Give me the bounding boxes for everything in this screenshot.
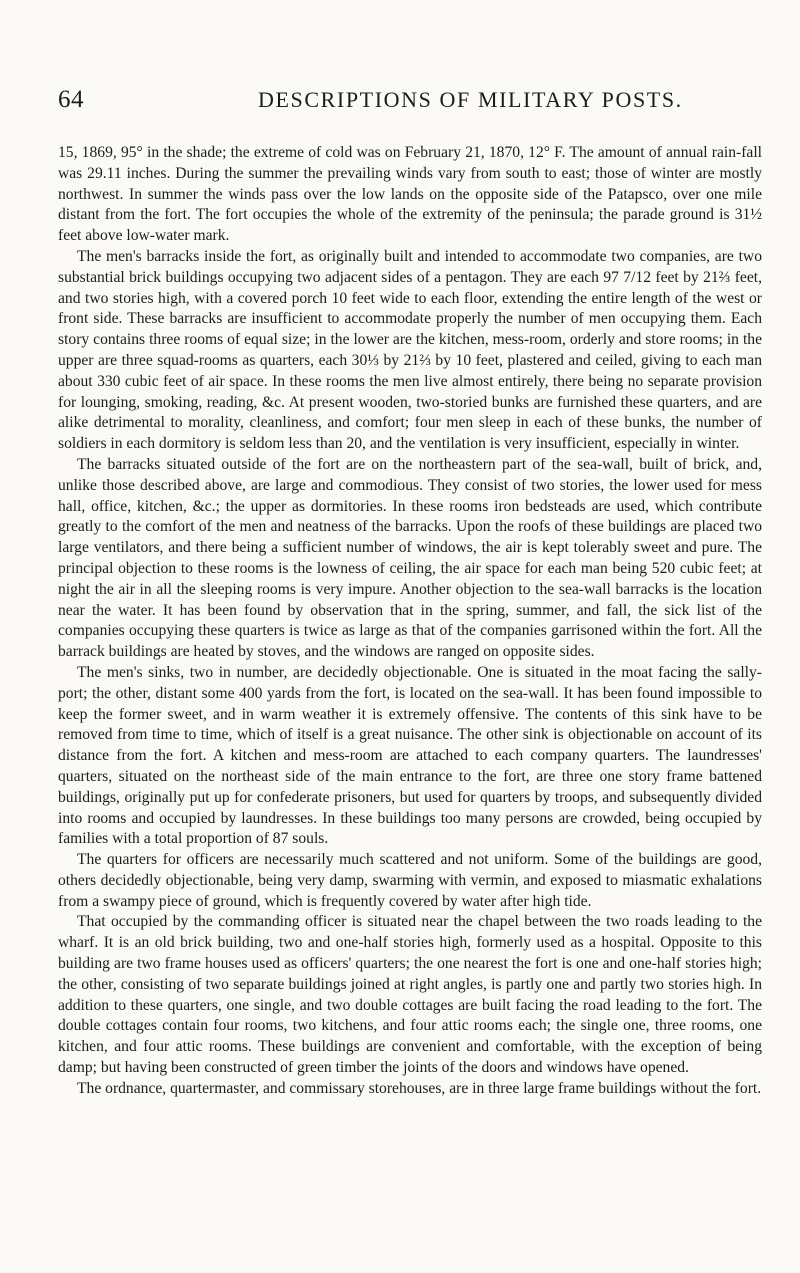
page-number: 64 [58, 86, 84, 113]
paragraph-mens-barracks-inside: The men's barracks inside the fort, as originally built and intended to accommodate two companies, are two substantial brick buildings occupying two adjacent sides of a pentagon. They are each 97 7/12 feet by 21⅔ feet, and two stories high, with a covered porch 10 feet wide to each floor, extending the entire length of the west or front side. These barracks are insufficient to accommodate properly the number of men occupying them. Each story contains three rooms of equal size; in the lower are the kitchen, mess-room, orderly and store rooms; in the upper are three squad-rooms as quarters, each 30⅓ by 21⅔ by 10 feet, plastered and ceiled, giving to each man about 330 cubic feet of air space. In these rooms the men live almost entirely, there being no separate provision for lounging, smoking, reading, &c. At present wooden, two-storied bunks are furnished these quarters, and are alike detrimental to morality, cleanliness, and comfort; four men sleep in each of these bunks, the number of soldiers in each dormitory is seldom less than 20, and the ventilation is very insufficient, especially in winter. [58, 247, 762, 453]
paragraph-officers-quarters: The quarters for officers are necessarily much scattered and not uniform. Some of the buildings are good, others decidedly objectionable, being very damp, swarming with vermin, and exposed to miasmatic exhalations from a swampy piece of ground, which is frequently covered by water after high tide. [58, 851, 762, 910]
paragraph-sinks-and-laundresses: The men's sinks, two in number, are decidedly objectionable. One is situated in the moat facing the sally-port; the other, distant some 400 yards from the fort, is located on the sea-wall. It has been found impossible to keep the former sweet, and in warm weather it is extremely offensive. The contents of this sink have to be removed from time to time, which of itself is a great nuisance. The other sink is objectionable on account of its distance from the fort. A kitchen and mess-room are attached to each company quarters. The laundresses' quarters, situated on the northeast side of the main entrance to the fort, are three one story frame battened buildings, originally put up for confederate prisoners, but used for quarters by troops, and subsequently divided into rooms and occupied by laundresses. In these buildings too many persons are crowded, being occupied by families with a total proportion of 87 souls. [58, 663, 762, 848]
page-title: DESCRIPTIONS OF MILITARY POSTS. [258, 87, 683, 112]
running-header [58, 86, 762, 126]
paragraph-barracks-outside: The barracks situated outside of the fort are on the northeastern part of the sea-wall, built of brick, and, unlike those described above, are large and commodious. They consist of two stories, the lower used for mess hall, office, kitchen, &c.; the upper as dormitories. In these rooms iron bedsteads are used, which contribute greatly to the comfort of the men and neatness of the barracks. Upon the roofs of these buildings are placed two large ventilators, and there being a sufficient number of windows, the air is kept tolerably sweet and pure. The principal objection to these rooms is the lowness of ceiling, the air space for each man being 520 cubic feet; at night the air in all the sleeping rooms is very impure. Another objection to the sea-wall barracks is the location near the water. It has been found by observation that in the spring, summer, and fall, the sick list of the companies occupying these quarters is twice as large as that of the companies garrisoned within the fort. All the barrack buildings are heated by stoves, and the windows are ranged on opposite sides. [58, 455, 762, 661]
body-text [58, 143, 762, 1100]
paragraph-commanding-officer: That occupied by the commanding officer is situated near the chapel between the two roads leading to the wharf. It is an old brick building, two and one-half stories high, formerly used as a hospital. Opposite to this building are two frame houses used as officers' quarters; the one nearest the fort is one and one-half stories high; the other, consisting of two separate buildings joined at right angles, is partly one and partly two stories high. In addition to these quarters, one single, and two double cottages are built facing the road leading to the fort. The double cottages contain four rooms, two kitchens, and four attic rooms each; the single one, three rooms, one kitchen, and four attic rooms. These buildings are convenient and comfortable, with the exception of being damp; but having been constructed of green timber the joints of the doors and windows have opened. [58, 913, 762, 1077]
document-page [0, 86, 800, 1273]
paragraph-climate: 15, 1869, 95° in the shade; the extreme of cold was on February 21, 1870, 12° F. The amount of annual rain-fall was 29.11 inches. During the summer the prevailing winds vary from south to east; those of winter are mostly northwest. In summer the winds pass over the low lands on the opposite side of the Patapsco, over one mile distant from the fort. The fort occupies the whole of the extremity of the peninsula; the parade ground is 31½ feet above low-water mark. [58, 144, 762, 245]
paragraph-storehouses: The ordnance, quartermaster, and commissary storehouses, are in three large frame buildings without the fort. [77, 1079, 762, 1097]
